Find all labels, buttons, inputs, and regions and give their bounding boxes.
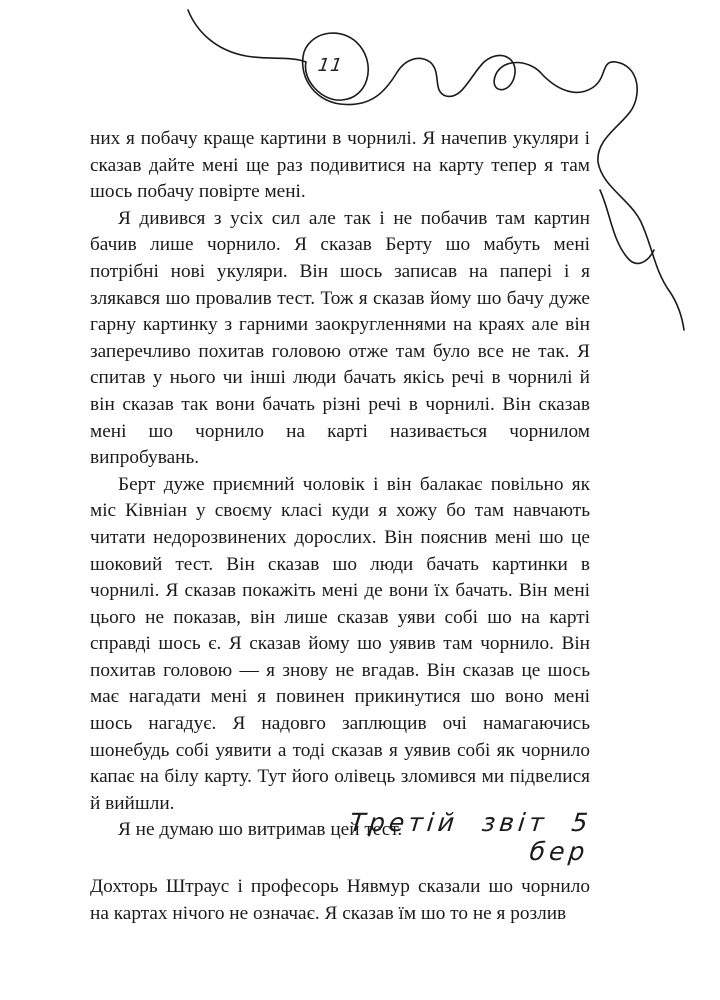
paragraph: них я побачу краще картини в чорнилі. Я начепив укуляри і сказав дайте мені ще раз подивитися на карту тепер я там шось побачу повірте мені.	[90, 128, 590, 203]
paragraph: Дохторь Штраус і професорь Нявмур сказали шо чорнило на картах нічого не означає. Я сказав їм шо то не я розлив	[90, 876, 590, 924]
page-number: 11	[316, 55, 345, 76]
paragraph: Я дивився з усіх сил але так і не побачив там картин бачив лише чорнило. Я сказав Берту шо мабуть мені потрібні нові укуляри. Він шось записав на папері і я злякався шо провалив тест. Тож я сказав йому шо бачу дуже гарну картинку з гарними заокругленнями на краях але він заперечливо похитав головою отже там було все не так. Я спитав у нього чи інші люди бачать якісь речі в чорнилі й він сказав так вони бачать різні речі в чорнилі. Він сказав мені шо чорнило на карті називається чорнилом випробувань.	[90, 207, 590, 469]
paragraph: Я не думаю шо витримав цей тест.	[118, 819, 403, 841]
section-body-text	[90, 874, 590, 927]
paragraph: Берт дуже приємний чоловік і він балакає повільно як міс Ківніан у своєму класі куди я хожу бо там навчають читати недорозвинених дорослих. Він пояснив мені шо це шоковий тест. Він сказав шо люди бачать картинки в чорнилі. Я сказав покажіть мені де вони їх бачать. Він мені цього не показав, він лише сказав уяви собі шо на карті справді шось є. Я сказав йому шо уявив там чорнило. Він похитав головою — я знову не вгадав. Він сказав це шось має нагадати мені я повинен прикинутися шо воно мені шось нагадує. Я надовго заплющив очі намагаючись шонебудь собі уявити а тоді сказав я уявив собі як чорнило капає на білу карту. Тут його олівець зломився ми підвелися й вийшли.	[90, 473, 590, 814]
body-text	[90, 126, 590, 844]
section-heading: Третій звіт 5 бер	[348, 808, 594, 866]
